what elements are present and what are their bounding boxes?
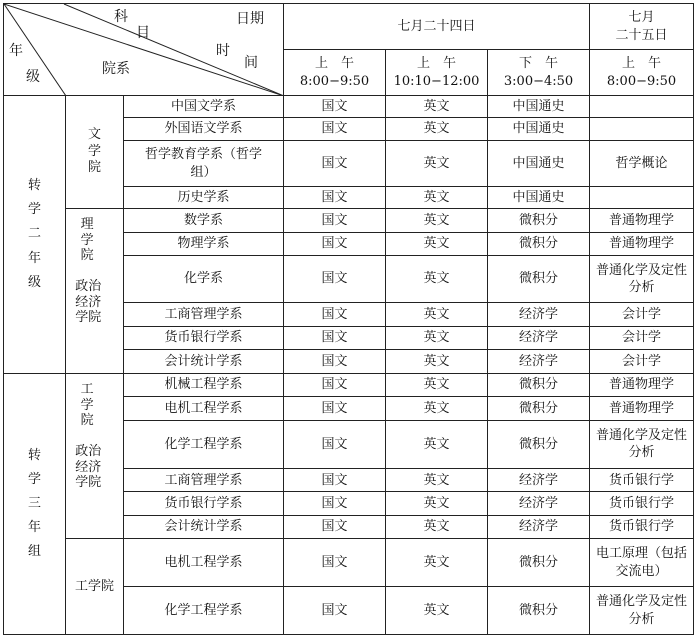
exam-cell: 国文 (284, 256, 386, 303)
table-row (4, 539, 694, 587)
slot-3-header (488, 50, 590, 96)
date-jul-25-line-1: 七月 (628, 9, 655, 25)
exam-cell: 普通物理学 (590, 209, 694, 233)
grade-3-label: 转学三年组 (27, 447, 41, 560)
dept-label: 哲学教育学系（哲学组） (145, 146, 263, 180)
exam-cell: 国文 (284, 492, 386, 515)
college-wen-label: 文学院 (87, 127, 101, 175)
college-li-label: 理学院 (80, 217, 94, 264)
dept-cell: 工商管理学系 (124, 469, 284, 492)
slot-3-period: 下 午 (519, 55, 559, 71)
exam-cell: 微积分 (488, 209, 590, 233)
exam-cell: 英文 (386, 587, 488, 635)
date-jul-25-line-2: 二十五日 (615, 27, 668, 43)
exam-cell: 英文 (386, 96, 488, 118)
grade-2-label: 转学二年级 (27, 178, 41, 290)
exam-label: 普通化学及定性分析 (596, 262, 688, 296)
slot-2-time: 10:10−12:00 (393, 73, 480, 89)
grade-3-cell (4, 374, 66, 635)
slot-4-header (590, 50, 694, 96)
exam-cell: 微积分 (488, 397, 590, 420)
exam-cell (590, 187, 694, 209)
exam-cell: 微积分 (488, 420, 590, 469)
exam-cell: 会计学 (590, 350, 694, 374)
exam-cell: 英文 (386, 397, 488, 420)
exam-cell: 货币银行学 (590, 492, 694, 515)
exam-cell (590, 118, 694, 141)
exam-cell: 中国通史 (488, 118, 590, 141)
exam-cell: 英文 (386, 469, 488, 492)
slot-1-time: 8:00−9:50 (299, 73, 370, 89)
dept-cell: 机械工程学系 (124, 374, 284, 397)
exam-cell: 国文 (284, 141, 386, 187)
corner-subject-char-2: 目 (136, 25, 150, 41)
exam-cell: 普通物理学 (590, 397, 694, 420)
exam-label: 普通化学及定性分析 (596, 593, 688, 627)
table-row (4, 209, 694, 233)
slot-2-period: 上 午 (417, 55, 457, 71)
slot-1-period: 上 午 (315, 55, 355, 71)
exam-cell: 英文 (386, 303, 488, 327)
slot-4-period: 上 午 (622, 55, 662, 71)
exam-cell: 英文 (386, 209, 488, 233)
corner-grade-char-2: 级 (26, 69, 40, 85)
slot-2-header (386, 50, 488, 96)
exam-cell: 中国通史 (488, 96, 590, 118)
exam-cell: 英文 (386, 539, 488, 587)
exam-cell: 经济学 (488, 492, 590, 515)
exam-cell: 国文 (284, 350, 386, 374)
header-corner-cell (4, 4, 284, 96)
exam-cell (590, 256, 694, 303)
slot-4-time: 8:00−9:50 (606, 73, 677, 89)
table-row (4, 96, 694, 118)
exam-cell: 国文 (284, 420, 386, 469)
exam-cell: 哲学概论 (590, 141, 694, 187)
slot-3-time: 3:00−4:50 (503, 73, 574, 89)
exam-cell: 货币银行学 (590, 469, 694, 492)
dept-cell: 电机工程学系 (124, 539, 284, 587)
college-gong-a-label: 工学院 (80, 382, 94, 429)
table-row (4, 374, 694, 397)
college-li-zhengjing-cell (66, 209, 124, 374)
exam-cell: 国文 (284, 587, 386, 635)
exam-cell (590, 420, 694, 469)
corner-grade-char-1: 年 (9, 43, 23, 59)
dept-cell: 中国文学系 (124, 96, 284, 118)
dept-cell: 电机工程学系 (124, 397, 284, 420)
exam-cell: 国文 (284, 326, 386, 350)
exam-cell: 普通物理学 (590, 232, 694, 256)
exam-cell: 普通物理学 (590, 374, 694, 397)
dept-cell: 物理学系 (124, 232, 284, 256)
exam-cell: 微积分 (488, 256, 590, 303)
exam-cell: 国文 (284, 469, 386, 492)
exam-cell: 英文 (386, 118, 488, 141)
exam-cell: 国文 (284, 118, 386, 141)
exam-cell: 会计学 (590, 303, 694, 327)
exam-cell: 中国通史 (488, 141, 590, 187)
exam-cell: 英文 (386, 515, 488, 538)
dept-cell: 数学系 (124, 209, 284, 233)
exam-cell: 国文 (284, 374, 386, 397)
dept-cell: 货币银行学系 (124, 492, 284, 515)
exam-cell: 国文 (284, 303, 386, 327)
exam-cell: 经济学 (488, 515, 590, 538)
exam-cell: 经济学 (488, 303, 590, 327)
exam-cell: 经济学 (488, 350, 590, 374)
corner-subject-char-1: 科 (114, 9, 128, 25)
exam-cell: 英文 (386, 374, 488, 397)
date-jul-25 (590, 4, 694, 50)
exam-cell: 微积分 (488, 587, 590, 635)
exam-cell: 英文 (386, 256, 488, 303)
date-jul-24: 七月二十四日 (284, 4, 590, 50)
college-wen-cell (66, 96, 124, 209)
slot-1-header (284, 50, 386, 96)
exam-label: 电工原理（包括交流电） (596, 545, 688, 579)
exam-cell: 中国通史 (488, 187, 590, 209)
exam-cell: 国文 (284, 515, 386, 538)
dept-cell: 工商管理学系 (124, 303, 284, 327)
college-gong-b-label: 工学院 (74, 578, 114, 594)
college-gong-b-cell (66, 539, 124, 635)
exam-cell: 国文 (284, 539, 386, 587)
exam-cell: 英文 (386, 420, 488, 469)
exam-cell: 经济学 (488, 326, 590, 350)
corner-time-char-2: 间 (244, 55, 258, 71)
corner-time-char-1: 时 (216, 43, 230, 59)
corner-dept-label: 院系 (102, 61, 130, 77)
dept-cell: 历史学系 (124, 187, 284, 209)
dept-cell: 货币银行学系 (124, 326, 284, 350)
college-gong-zhengjing-cell (66, 374, 124, 539)
dept-cell: 会计统计学系 (124, 515, 284, 538)
exam-cell (590, 96, 694, 118)
exam-cell (590, 539, 694, 587)
exam-cell: 英文 (386, 492, 488, 515)
dept-cell: 化学工程学系 (124, 587, 284, 635)
dept-cell: 化学系 (124, 256, 284, 303)
dept-cell: 外国语文学系 (124, 118, 284, 141)
dept-cell (124, 141, 284, 187)
exam-cell: 经济学 (488, 469, 590, 492)
exam-cell: 英文 (386, 141, 488, 187)
exam-cell: 英文 (386, 350, 488, 374)
exam-cell: 货币银行学 (590, 515, 694, 538)
exam-cell: 国文 (284, 187, 386, 209)
exam-cell: 会计学 (590, 326, 694, 350)
college-zhengjing-b-label: 政治经济学院 (75, 444, 102, 491)
corner-date-label: 日期 (236, 11, 264, 27)
exam-cell (590, 587, 694, 635)
exam-cell: 国文 (284, 232, 386, 256)
dept-cell: 化学工程学系 (124, 420, 284, 469)
grade-2-cell (4, 96, 66, 374)
exam-cell: 国文 (284, 96, 386, 118)
exam-cell: 微积分 (488, 539, 590, 587)
exam-cell: 英文 (386, 326, 488, 350)
dept-cell: 会计统计学系 (124, 350, 284, 374)
exam-cell: 英文 (386, 187, 488, 209)
college-zhengjing-a-label: 政治经济学院 (75, 279, 102, 326)
exam-cell: 微积分 (488, 374, 590, 397)
exam-label: 普通化学及定性分析 (596, 427, 688, 461)
exam-cell: 国文 (284, 397, 386, 420)
exam-cell: 微积分 (488, 232, 590, 256)
exam-cell: 英文 (386, 232, 488, 256)
exam-cell: 国文 (284, 209, 386, 233)
exam-schedule-table (3, 3, 694, 635)
